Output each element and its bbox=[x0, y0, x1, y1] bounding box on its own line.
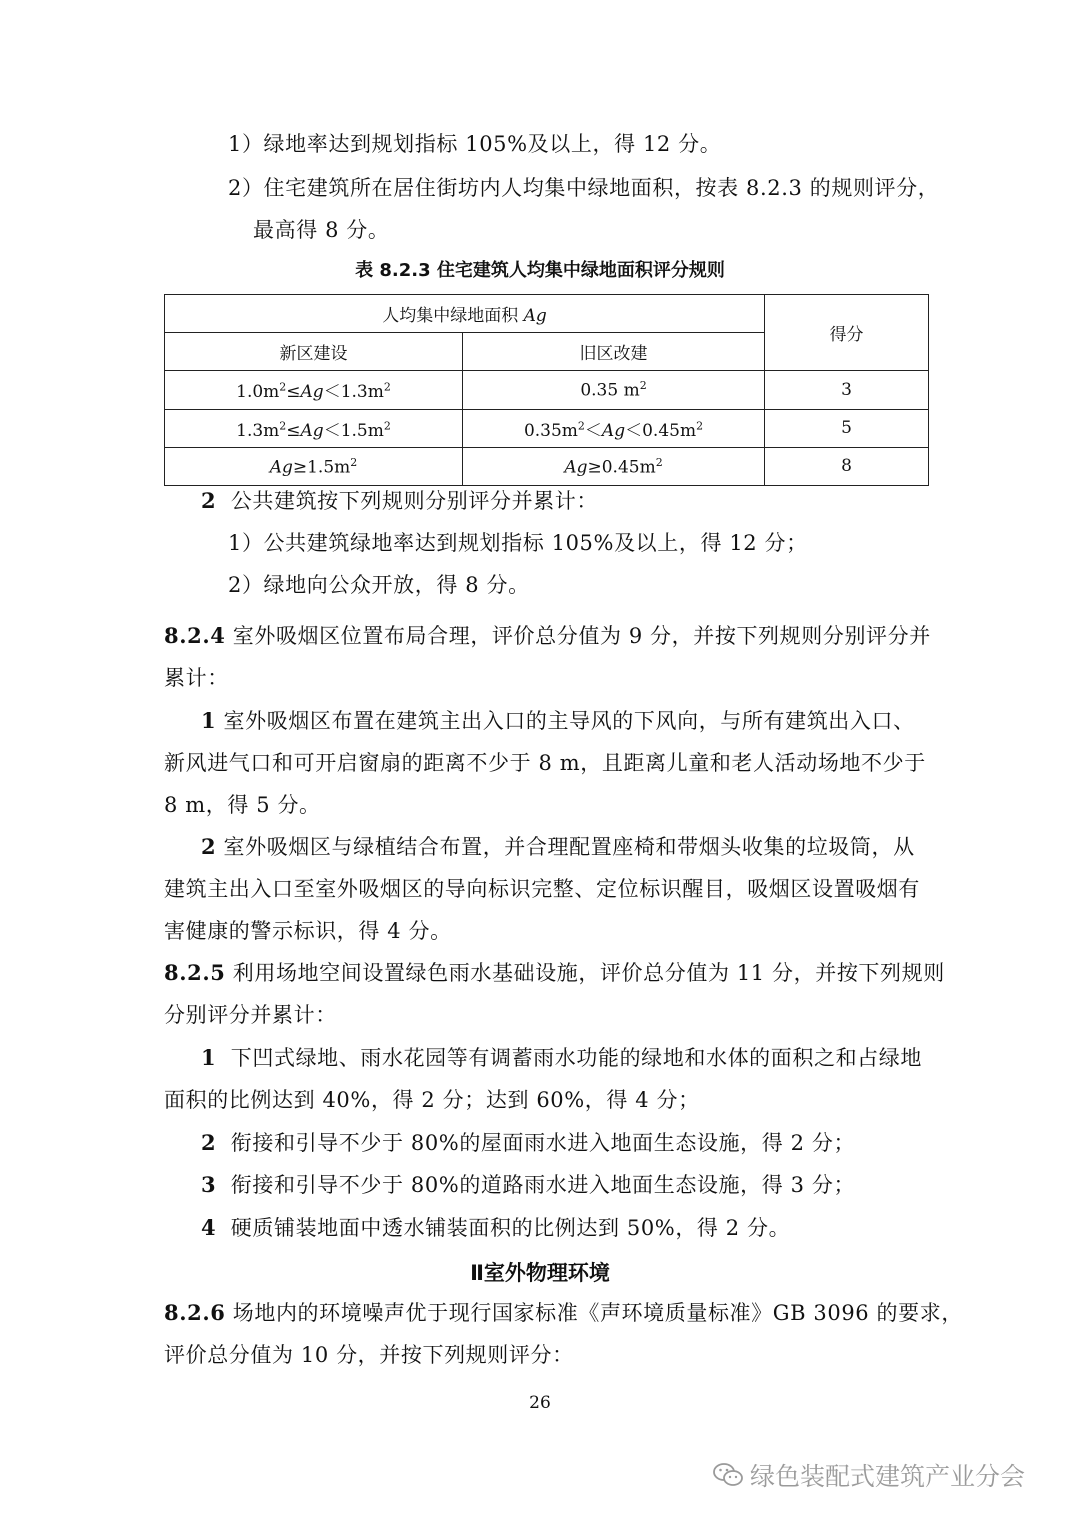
clause-8-2-5-item-3: 3 衔接和引导不少于 80%的道路雨水进入地面生态设施，得 3 分； bbox=[201, 1172, 856, 1197]
clause-8-2-5-item-1-cont: 面积的比例达到 40%，得 2 分；达到 60%，得 4 分； bbox=[164, 1088, 700, 1112]
table-row bbox=[165, 371, 929, 409]
clause-8-2-4-item-2: 2 室外吸烟区与绿植结合布置，并合理配置座椅和带烟头收集的垃圾筒，从 bbox=[201, 834, 915, 859]
clause-8-2-5: 8.2.5 利用场地空间设置绿色雨水基础设施，评价总分值为 11 分，并按下列规则 bbox=[164, 960, 945, 985]
cell-score: 3 bbox=[765, 371, 929, 409]
cell-score: 8 bbox=[765, 447, 929, 485]
clause-8-2-5-item-4: 4 硬质铺装地面中透水铺装面积的比例达到 50%，得 2 分。 bbox=[201, 1215, 791, 1240]
wechat-icon bbox=[712, 1461, 744, 1489]
watermark-text: 绿色装配式建筑产业分会 bbox=[750, 1462, 1026, 1491]
table-caption: 表 8.2.3 住宅建筑人均集中绿地面积评分规则 bbox=[355, 260, 725, 281]
clause-8-2-4: 8.2.4 室外吸烟区位置布局合理，评价总分值为 9 分，并按下列规则分别评分并 bbox=[164, 623, 931, 648]
item-residential-green-area: 2）住宅建筑所在居住街坊内人均集中绿地面积，按表 8.2.3 的规则评分， bbox=[228, 176, 940, 200]
clause-8-2-4-item-1-cont2: 8 m，得 5 分。 bbox=[164, 793, 321, 817]
clause-8-2-4-item-1-cont: 新风进气口和可开启窗扇的距离不少于 8 m，且距离儿童和老人活动场地不少于 bbox=[164, 751, 926, 775]
clause-8-2-4-item-2-cont2: 害健康的警示标识，得 4 分。 bbox=[164, 919, 452, 943]
cell-old: $0.35m^2<Ag<0.45m^2$ bbox=[463, 409, 765, 447]
clause-8-2-6-cont: 评价总分值为 10 分，并按下列规则评分： bbox=[164, 1343, 574, 1367]
page-number: 26 bbox=[529, 1393, 551, 1413]
item-public-green-rate: 1）公共建筑绿地率达到规划指标 105%及以上，得 12 分； bbox=[228, 531, 808, 555]
cell-old: $Ag\ge 0.45m^2$ bbox=[463, 447, 765, 485]
clause-8-2-5-cont: 分别评分并累计： bbox=[164, 1003, 337, 1027]
cell-new: $1.0m^2\le Ag<1.3m^2$ bbox=[165, 371, 463, 409]
header-score: 得分 bbox=[765, 295, 929, 371]
green-area-score-table bbox=[164, 294, 929, 486]
item-residential-green-area-cont: 最高得 8 分。 bbox=[253, 218, 390, 242]
table-row bbox=[165, 447, 929, 485]
clause-8-2-4-cont: 累计： bbox=[164, 666, 229, 690]
item-residential-green-rate: 1）绿地率达到规划指标 105%及以上，得 12 分。 bbox=[228, 132, 722, 156]
clause-8-2-5-item-1: 1 下凹式绿地、雨水花园等有调蓄雨水功能的绿地和水体的面积之和占绿地 bbox=[201, 1045, 922, 1070]
item-public-building: 2 公共建筑按下列规则分别评分并累计： bbox=[201, 488, 598, 513]
watermark bbox=[712, 1457, 1025, 1493]
clause-8-2-4-item-1: 1 室外吸烟区布置在建筑主出入口的主导风的下风向，与所有建筑出入口、 bbox=[201, 708, 915, 733]
header-new-district: 新区建设 bbox=[165, 333, 463, 371]
header-old-district: 旧区改建 bbox=[463, 333, 765, 371]
header-green-area-per-capita: 人均集中绿地面积 Ag bbox=[165, 295, 765, 333]
cell-score: 5 bbox=[765, 409, 929, 447]
clause-8-2-6: 8.2.6 场地内的环境噪声优于现行国家标准《声环境质量标准》GB 3096 的要求， bbox=[164, 1300, 963, 1325]
table-row bbox=[165, 409, 929, 447]
item-public-green-open: 2）绿地向公众开放，得 8 分。 bbox=[228, 573, 530, 597]
cell-new: $1.3m^2\le Ag<1.5m^2$ bbox=[165, 409, 463, 447]
cell-new: $Ag\ge 1.5m^2$ bbox=[165, 447, 463, 485]
section-heading: Ⅱ室外物理环境 bbox=[470, 1261, 610, 1285]
clause-8-2-4-item-2-cont: 建筑主出入口至室外吸烟区的导向标识完整、定位标识醒目，吸烟区设置吸烟有 bbox=[164, 877, 920, 901]
cell-old: 0.35 $m^2$ bbox=[463, 371, 765, 409]
clause-8-2-5-item-2: 2 衔接和引导不少于 80%的屋面雨水进入地面生态设施，得 2 分； bbox=[201, 1130, 856, 1155]
